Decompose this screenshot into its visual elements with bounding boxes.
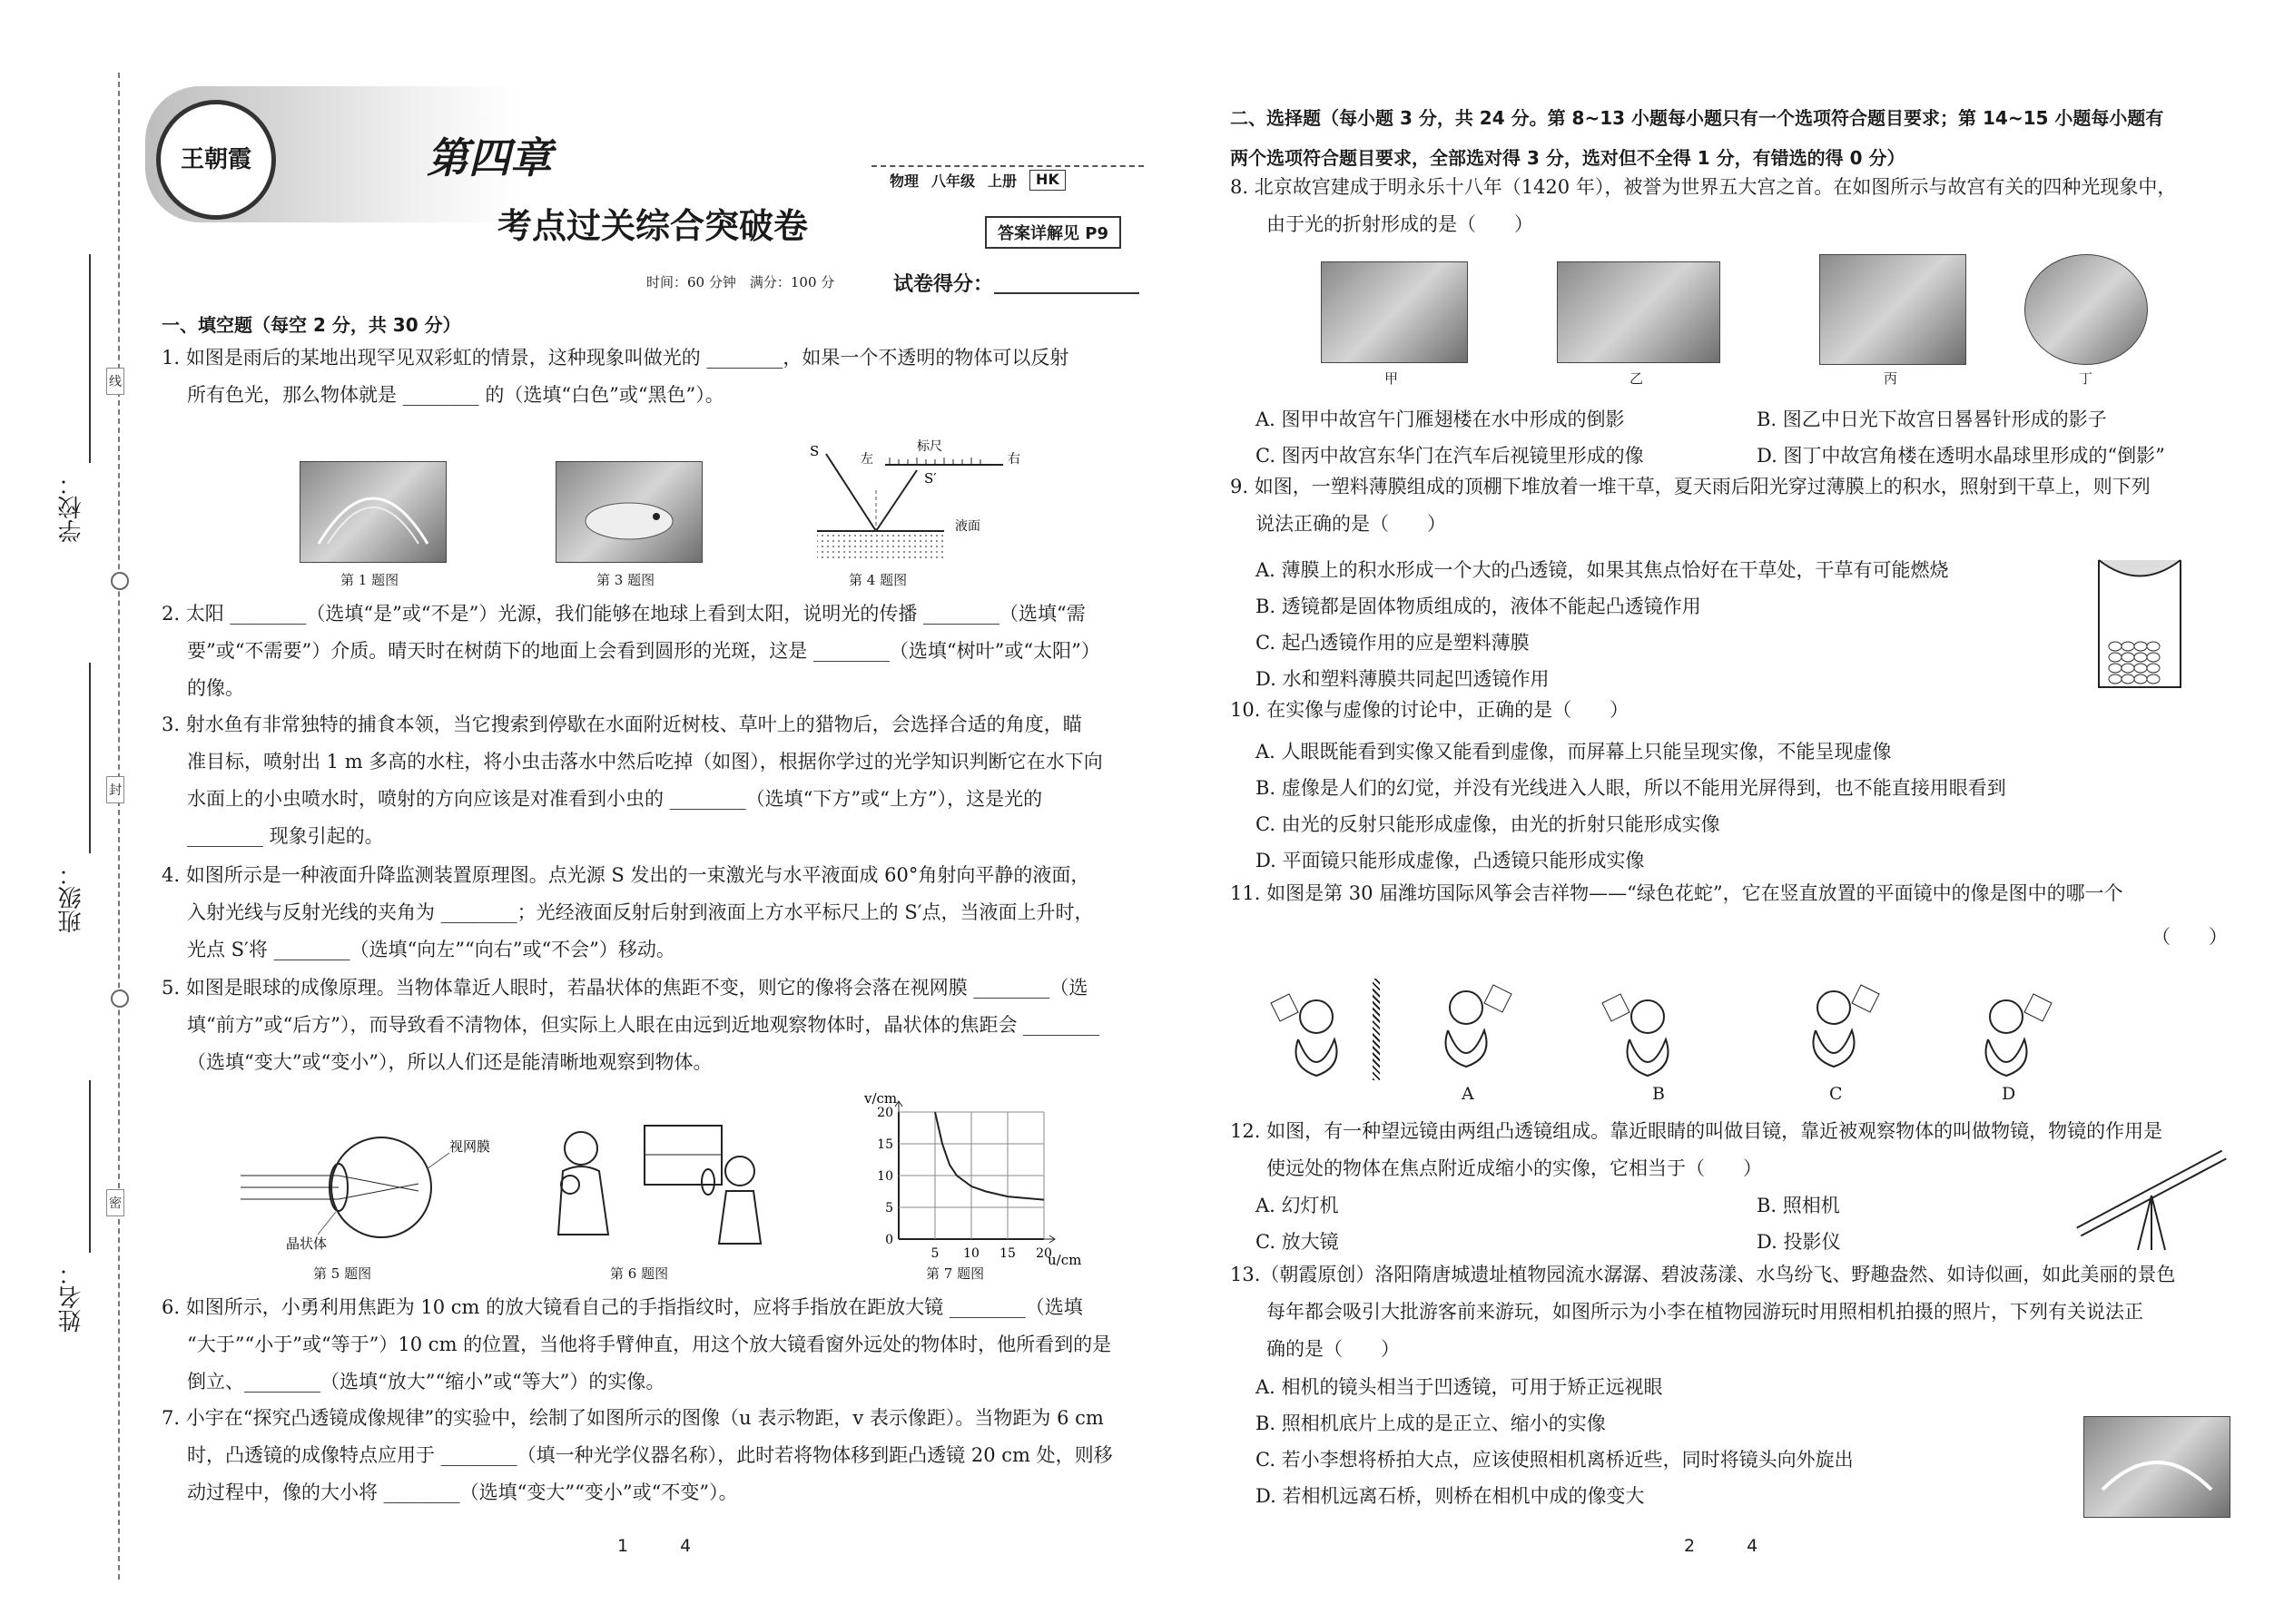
question-1-line: 所有色光，那么物体就是 ________ 的（选填“白色”或“黑色”）。 xyxy=(187,384,724,406)
question-1 xyxy=(162,340,1068,414)
section-choice xyxy=(1230,98,2163,178)
question-11-answer[interactable]: （ ） xyxy=(2151,926,2228,948)
x-tick: 20 xyxy=(1036,1246,1052,1261)
label-right: 右 xyxy=(1008,452,1020,467)
question-13 xyxy=(1230,1256,2175,1368)
stone-bridge-photo xyxy=(2083,1416,2230,1518)
y-tick: 20 xyxy=(877,1106,893,1120)
tag-subject: 物理 xyxy=(890,172,920,190)
photo-caption: 甲 xyxy=(1384,370,1399,387)
school-input-line[interactable] xyxy=(89,254,91,463)
graph-ylabel: v/cm xyxy=(864,1090,898,1107)
palace-reflection-photo xyxy=(1321,261,1468,363)
x-tick: 15 xyxy=(999,1246,1016,1261)
question-7 xyxy=(162,1400,1113,1511)
option-c[interactable]: C. 起凸透镜作用的应是塑料薄膜 xyxy=(1255,632,1530,654)
uv-curve xyxy=(935,1112,1044,1200)
question-11: 11. 如图是第 30 届潍坊国际风筝会吉祥物——“绿色花蛇”，它在竖直放置的平面镜中的像是图中的哪一个 xyxy=(1230,882,2123,904)
plane-mirror xyxy=(1373,979,1380,1080)
mirror-photo xyxy=(1819,254,1966,365)
question-3-line: 准目标，喷射出 1 m 多高的水柱，将小虫击落水中然后吃掉（如图），根据你学过的光学知识判断它在水下向 xyxy=(187,751,1103,773)
question-10: 10. 在实像与虚像的讨论中，正确的是（ ） xyxy=(1230,699,1629,721)
question-13-line: 13.（朝霞原创）洛阳隋唐城遗址植物园流水潺潺、碧波荡漾、水鸟纷飞、野趣盎然、如诗似画，如此美丽的景色 xyxy=(1230,1264,2176,1285)
option-a[interactable]: A. 幻灯机 xyxy=(1255,1195,1339,1216)
time-score: 时间：60 分钟 满分：100 分 xyxy=(646,274,835,290)
x-tick: 10 xyxy=(963,1246,980,1261)
option-c[interactable]: C. 图丙中故宫东华门在汽车后视镜里形成的像 xyxy=(1255,445,1644,467)
question-6-line: “大于”“小于”或“等于”）10 cm 的位置，当他将手臂伸直，用这个放大镜看窗外远处的物体时，他所看到的是 xyxy=(187,1334,1112,1355)
option-c[interactable]: C. 放大镜 xyxy=(1255,1231,1339,1253)
y-tick: 15 xyxy=(877,1137,893,1152)
figure-caption: 第 4 题图 xyxy=(849,572,908,588)
question-5-line: （选填“变大”或“变小”），所以人们还是能清晰地观察到物体。 xyxy=(187,1051,713,1073)
question-8-line: 8. 北京故宫建成于明永乐十八年（1420 年），被誉为世界五大宫之首。在如图所示与故宫有关的四种光现象中， xyxy=(1230,176,2177,198)
question-2-line: 要”或“不需要”）介质。晴天时在树荫下的地面上会看到圆形的光斑，这是 ________（选填“树叶”或“太阳”） xyxy=(187,640,1100,662)
option-b[interactable]: B. 透镜都是固体物质组成的，液体不能起凸透镜作用 xyxy=(1255,595,1701,617)
section-choice-line: 二、选择题（每小题 3 分，共 24 分。第 8~13 小题每小题只有一个选项符合题目要求；第 14~15 小题每小题有 xyxy=(1230,107,2164,129)
label-liquid: 液面 xyxy=(955,519,980,534)
option-a[interactable]: A. 人眼既能看到实像又能看到虚像，而屏幕上只能呈现实像，不能呈现虚像 xyxy=(1255,741,1892,763)
question-12-line: 12. 如图，有一种望远镜由两组凸透镜组成。靠近眼睛的叫做目镜，靠近被观察物体的叫做物镜，物镜的作用是 xyxy=(1230,1120,2163,1142)
eye-diagram xyxy=(241,1126,504,1253)
figure-caption: 第 5 题图 xyxy=(313,1265,372,1282)
mascot-option-d[interactable] xyxy=(1952,976,2061,1088)
tag-edition: HK xyxy=(1029,170,1066,191)
question-7-line: 时，凸透镜的成像特点应用于 ________（填一种光学仪器名称），此时若将物体移到距凸透镜 20 cm 处，则移 xyxy=(187,1444,1113,1466)
figure-caption: 第 7 题图 xyxy=(926,1265,985,1282)
question-3 xyxy=(162,706,1103,855)
option-d[interactable]: D. 图丁中故宫角楼在透明水晶球里形成的“倒影” xyxy=(1757,445,2165,467)
answer-reference: 答案详解见 P9 xyxy=(985,216,1121,249)
chapter-title: 第四章 xyxy=(427,133,552,182)
option-d[interactable]: D. 投影仪 xyxy=(1757,1231,1841,1253)
question-3-line: ________ 现象引起的。 xyxy=(187,825,384,847)
crystal-ball-photo xyxy=(2024,254,2148,365)
paper-title: 考点过关综合突破卷 xyxy=(497,206,809,246)
x-tick: 5 xyxy=(930,1246,940,1261)
option-c[interactable]: C. 由光的反射只能形成虚像，由光的折射只能形成实像 xyxy=(1255,813,1720,835)
label-s-prime: S′ xyxy=(924,470,937,487)
option-c[interactable]: C. 若小李想将桥拍大点，应该使照相机离桥近些，同时将镜头向外旋出 xyxy=(1255,1449,1854,1471)
figure-caption: 第 6 题图 xyxy=(610,1265,669,1282)
brand-logo-text: 王朝霞 xyxy=(180,146,251,173)
question-13-line: 每年都会吸引大批游客前来游玩，如图所示为小李在植物园游玩时用照相机拍摄的照片，下列有关说法正 xyxy=(1266,1301,2143,1323)
question-13-line: 确的是（ ） xyxy=(1266,1338,1400,1360)
option-a[interactable]: A. 相机的镜头相当于凹透镜，可用于矫正远视眼 xyxy=(1255,1376,1663,1398)
rainbow-photo xyxy=(300,461,447,563)
question-6 xyxy=(162,1289,1111,1401)
question-2 xyxy=(162,595,1100,707)
y-tick: 10 xyxy=(877,1169,893,1184)
option-b[interactable]: B. 照相机 xyxy=(1757,1195,1840,1216)
question-4-line: 入射光线与反射光线的夹角为 ________；光经液面反射后射到液面上方水平标尺上的 S′点，当液面上升时， xyxy=(187,901,1094,923)
y-tick: 5 xyxy=(885,1201,893,1216)
question-12 xyxy=(1230,1113,2162,1187)
figure-caption: 第 1 题图 xyxy=(340,572,399,588)
section-choice-line: 两个选项符合题目要求，全部选对得 3 分，选对但不全得 1 分，有错选的得 0 分） xyxy=(1230,147,1905,169)
seal-mark-secret: 密 xyxy=(106,1189,124,1216)
question-6-line: 倒立、________（选填“放大”“缩小”或“等大”）的实像。 xyxy=(187,1371,665,1393)
mascot-option-b[interactable] xyxy=(1593,976,1702,1088)
archerfish-photo xyxy=(556,461,703,563)
school-label: 学校： xyxy=(58,472,85,543)
label-ruler: 标尺 xyxy=(917,439,942,454)
option-label: D xyxy=(2002,1084,2016,1104)
telescope-drawing xyxy=(2061,1146,2233,1255)
option-a[interactable]: A. 图甲中故宫午门雁翅楼在水中形成的倒影 xyxy=(1255,408,1625,430)
option-label: C xyxy=(1829,1084,1843,1104)
section-fill-blank: 一、填空题（每空 2 分，共 30 分） xyxy=(162,314,461,336)
sundial-photo xyxy=(1557,261,1720,363)
page-number-left: 1 4 xyxy=(617,1536,692,1556)
subject-tags xyxy=(890,170,1066,191)
option-label: B xyxy=(1652,1084,1665,1104)
brand-logo xyxy=(156,100,276,220)
option-d[interactable]: D. 若相机远离石桥，则桥在相机中成的像变大 xyxy=(1255,1485,1645,1507)
mascot-original xyxy=(1262,976,1371,1088)
tag-volume: 上册 xyxy=(988,172,1018,190)
question-8-line: 由于光的折射形成的是（ ） xyxy=(1266,213,1533,235)
question-3-line: 水面上的小虫喷水时，喷射的方向应该是对准看到小虫的 ________（选填“下方”或“上方”），这是光的 xyxy=(187,788,1043,810)
score-label: 试卷得分： xyxy=(893,273,994,296)
score-input[interactable] xyxy=(994,292,1139,294)
option-b[interactable]: B. 虚像是人们的幻觉，并没有光线进入人眼，所以不能用光屏得到，也不能直接用眼看到 xyxy=(1255,777,2006,799)
question-6-line: 6. 如图所示，小勇利用焦距为 10 cm 的放大镜看自己的手指指纹时，应将手指放在距放大镜 ________（选填 xyxy=(162,1296,1083,1318)
class-label: 班级： xyxy=(58,862,85,933)
uv-graph xyxy=(853,1090,1082,1268)
seal-mark-line: 线 xyxy=(106,368,124,395)
option-b[interactable]: B. 图乙中日光下故宫日晷晷针形成的影子 xyxy=(1757,408,2107,430)
class-input-line[interactable] xyxy=(89,663,91,853)
photo-caption: 乙 xyxy=(1629,370,1644,387)
question-2-line: 的像。 xyxy=(187,677,244,699)
question-5-line: 5. 如图是眼球的成像原理。当物体靠近人眼时，若晶状体的焦距不变，则它的像将会落在视网膜 ________（选 xyxy=(162,977,1088,999)
photo-caption: 丙 xyxy=(1884,370,1898,387)
photo-caption: 丁 xyxy=(2079,370,2093,387)
question-7-line: 动过程中，像的大小将 ________（选填“变大”“变小”或“不变”）。 xyxy=(187,1481,738,1503)
name-label: 姓名： xyxy=(58,1262,85,1333)
liquid-level-diagram xyxy=(799,436,1035,572)
question-2-line: 2. 太阳 ________（选填“是”或“不是”）光源，我们能够在地球上看到太阳，说明光的传播 ________（选填“需 xyxy=(162,603,1086,625)
question-5-line: 填“前方”或“后方”），而导致看不清物体，但实际上人眼在由远到近地观察物体时，晶状体的焦距会 ________ xyxy=(187,1014,1100,1036)
graph-xlabel: u/cm xyxy=(1048,1252,1082,1268)
label-left: 左 xyxy=(861,452,873,467)
question-7-line: 7. 小宇在“探究凸透镜成像规律”的实验中，绘制了如图所示的图像（u 表示物距，v 表示像距）。当物距为 6 cm xyxy=(162,1407,1104,1429)
option-label: A xyxy=(1462,1084,1474,1104)
question-12-line: 使远处的物体在焦点附近成缩小的实像，它相当于（ ） xyxy=(1266,1157,1762,1179)
name-input-line[interactable] xyxy=(89,1080,91,1253)
question-9 xyxy=(1230,468,2151,543)
option-a[interactable]: A. 薄膜上的积水形成一个大的凸透镜，如果其焦点恰好在干草处，干草有可能燃烧 xyxy=(1255,559,1949,581)
tag-grade: 八年级 xyxy=(931,172,976,190)
binding-hole-icon xyxy=(111,989,129,1008)
question-4-line: 4. 如图所示是一种液面升降监测装置原理图。点光源 S 发出的一束激光与水平液面成 60°角射向平静的液面， xyxy=(162,864,1090,886)
question-4 xyxy=(162,857,1094,969)
binding-dashed-line xyxy=(118,73,120,1580)
question-4-line: 光点 S′将 ________（选填“向左”“向右”或“不会”）移动。 xyxy=(187,939,675,960)
hay-tent-diagram xyxy=(2097,556,2183,692)
label-retina: 视网膜 xyxy=(449,1138,491,1155)
question-9-line: 9. 如图，一塑料薄膜组成的顶棚下堆放着一堆干草，夏天雨后阳光穿过薄膜上的积水，照射到干草上，则下列 xyxy=(1230,476,2151,497)
option-b[interactable]: B. 照相机底片上成的是正立、缩小的实像 xyxy=(1255,1412,1606,1434)
magnifier-illustration xyxy=(545,1117,772,1253)
option-d[interactable]: D. 水和塑料薄膜共同起凹透镜作用 xyxy=(1255,668,1550,690)
label-lens: 晶状体 xyxy=(286,1235,328,1252)
question-3-line: 3. 射水鱼有非常独特的捕食本领，当它搜索到停歇在水面附近树枝、草叶上的猎物后，会选择合适的角度，瞄 xyxy=(162,714,1082,735)
question-5 xyxy=(162,969,1099,1081)
figure-caption: 第 3 题图 xyxy=(596,572,655,588)
label-s: S xyxy=(810,443,820,459)
mascot-option-a[interactable] xyxy=(1412,967,1521,1079)
question-8 xyxy=(1230,169,2176,243)
x-axis-arrow xyxy=(1044,1235,1055,1243)
seal-mark-seal: 封 xyxy=(106,776,124,803)
mascot-option-c[interactable] xyxy=(1779,967,1888,1079)
header-divider xyxy=(871,165,1144,167)
page-number-right: 2 4 xyxy=(1684,1536,1758,1556)
binding-hole-icon xyxy=(111,572,129,590)
question-9-line: 说法正确的是（ ） xyxy=(1255,513,1446,535)
y-tick: 0 xyxy=(885,1233,893,1247)
option-d[interactable]: D. 平面镜只能形成虚像，凸透镜只能形成实像 xyxy=(1255,850,1645,871)
question-1-line: 1. 如图是雨后的某地出现罕见双彩虹的情景，这种现象叫做光的 ________，如果一个不透明的物体可以反射 xyxy=(162,347,1069,369)
